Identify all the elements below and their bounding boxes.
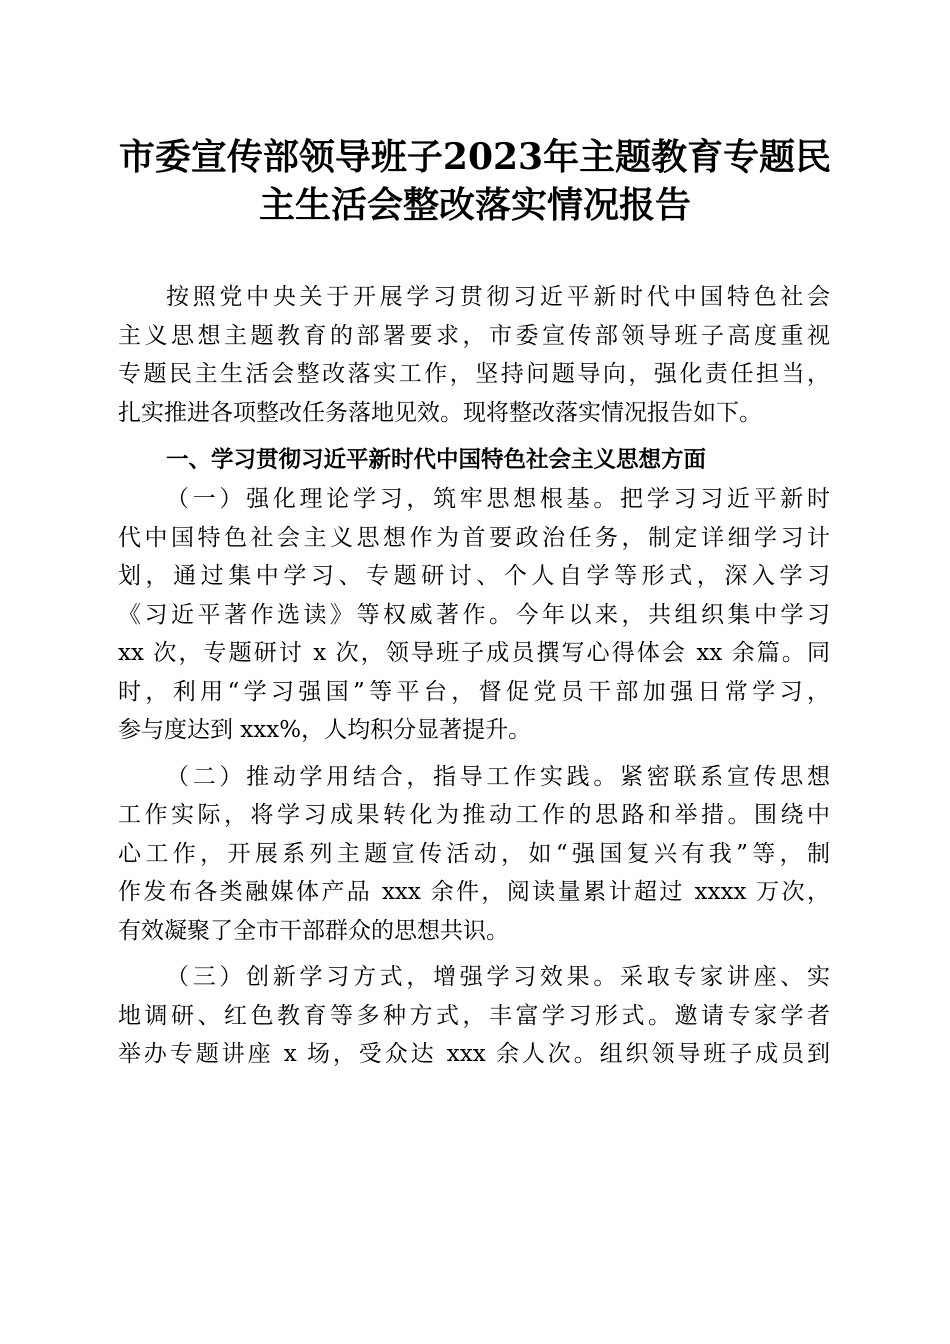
text-line: 地调研、红色教育等多种方式，丰富学习形式。邀请专家学者	[118, 1002, 830, 1029]
text-line: 参与度达到 xxx%，人均积分显著提升。	[118, 717, 532, 743]
document-title	[100, 133, 850, 229]
text-line: 《习近平著作选读》等权威著作。今年以来，共组织集中学习	[118, 601, 830, 628]
item-paragraph-3	[118, 958, 830, 1074]
text-line: 扎实推进各项整改任务落地见效。现将整改落实情况报告如下。	[118, 399, 762, 426]
title-line-2: 主生活会整改落实情况报告	[258, 184, 691, 226]
text-line: 按照党中央关于开展学习贯彻习近平新时代中国特色社会	[166, 284, 830, 310]
text-line: 举办专题讲座 x 场，受众达 xxx 余人次。组织领导班子成员到	[118, 1041, 830, 1067]
text-line: 心工作，开展系列主题宣传活动，如“强国复兴有我”等，制	[118, 840, 830, 867]
intro-paragraph	[118, 278, 830, 432]
text-line: 作发布各类融媒体产品 xxx 余件，阅读量累计超过 xxxx 万次，	[118, 879, 830, 905]
text-line: （三）创新学习方式，增强学习效果。采取专家讲座、实	[166, 964, 830, 990]
text-line: 时，利用“学习强国”等平台，督促党员干部加强日常学习，	[118, 678, 830, 705]
text-line: （一）强化理论学习，筑牢思想根基。把学习习近平新时	[166, 486, 830, 512]
title-line-1: 市委宣传部领导班子2023年主题教育专题民	[118, 136, 832, 178]
text-line: 划，通过集中学习、专题研讨、个人自学等形式，深入学习	[118, 563, 830, 589]
text-line: （二）推动学用结合，指导工作实践。紧密联系宣传思想	[166, 763, 830, 790]
text-line: 代中国特色社会主义思想作为首要政治任务，制定详细学习计	[118, 524, 830, 551]
text-line: 有效凝聚了全市干部群众的思想共识。	[118, 917, 509, 944]
document-body	[118, 278, 830, 1082]
section-heading-1: 一、学习贯彻习近平新时代中国特色社会主义思想方面	[166, 447, 707, 473]
text-line: 主义思想主题教育的部署要求，市委宣传部领导班子高度重视	[118, 322, 830, 349]
text-line: xx 次，专题研讨 x 次，领导班子成员撰写心得体会 xx 余篇。同	[118, 640, 830, 666]
item-paragraph-2	[118, 758, 830, 951]
text-line: 工作实际，将学习成果转化为推动工作的思路和举措。围绕中	[118, 802, 830, 828]
text-line: 专题民主生活会整改落实工作，坚持问题导向，强化责任担当，	[118, 361, 830, 387]
item-paragraph-1	[118, 480, 830, 750]
